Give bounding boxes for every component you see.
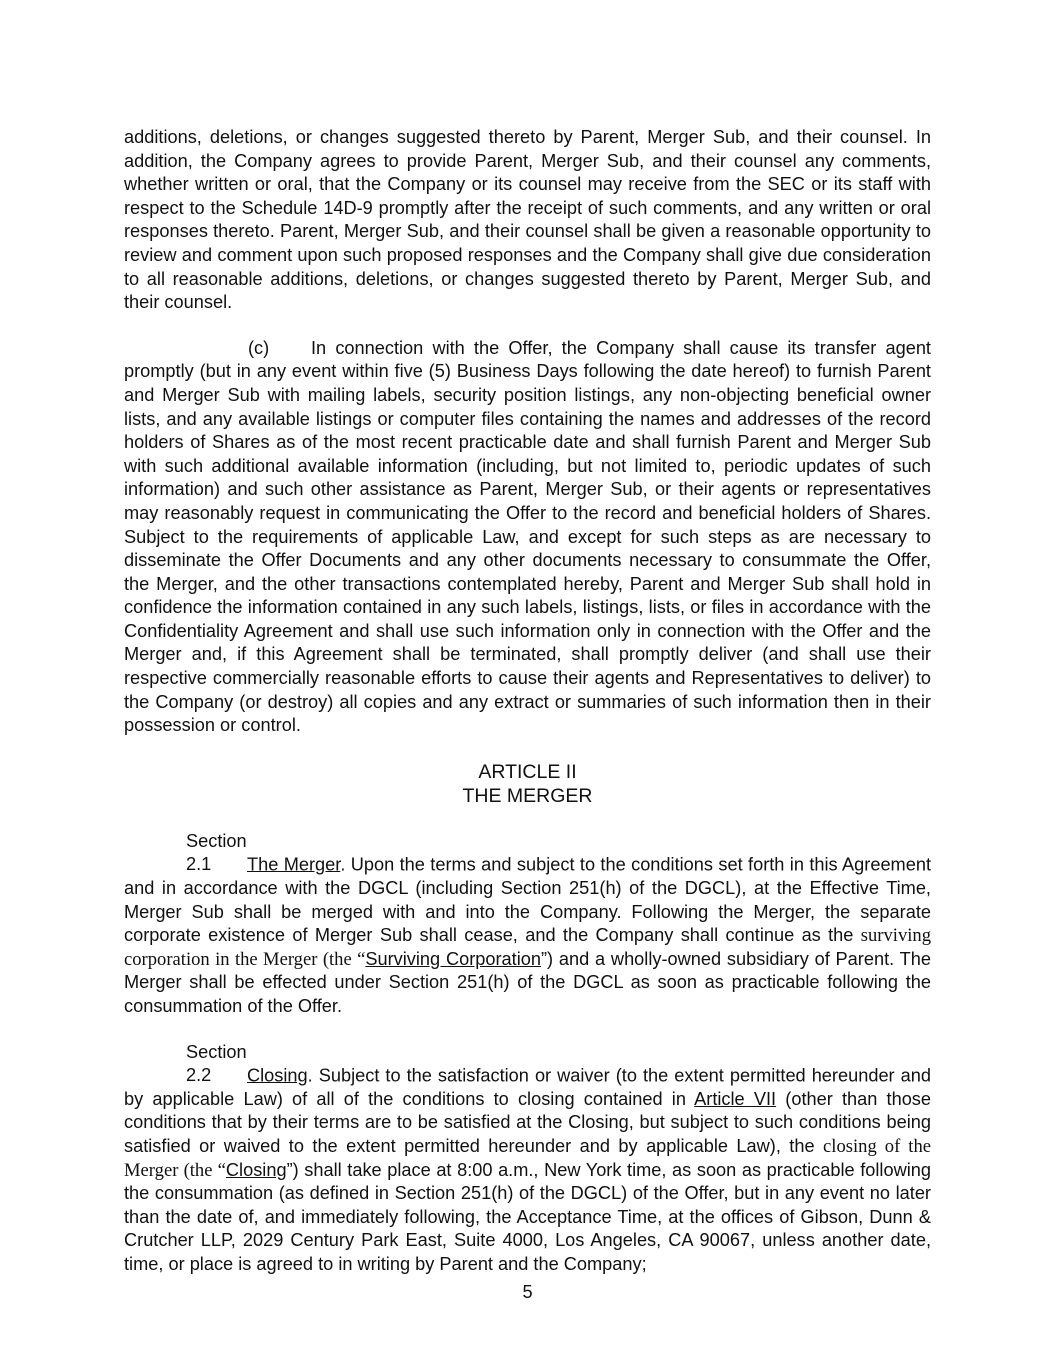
section-text: (other than those conditions that by their terms are to be satisfied at the Closing, but subject to such conditions being satisfied or waived to the extent permitted hereunder and by applicable Law), the bbox=[124, 1088, 932, 1156]
defined-term: Closing bbox=[225, 1159, 287, 1180]
paragraph-text: additions, deletions, or changes suggested thereto by Parent, Merger Sub, and their counsel. In addition, the Company agrees to provide Parent, Merger Sub, and their counsel any comments, whether written or oral, that the Company or its counsel may receive from the SEC or its staff with respect to the Schedule 14D-9 promptly after the receipt of such comments, and any written or oral responses thereto. Parent, Merger Sub, and their counsel shall be given a reasonable opportunity to review and comment upon such proposed responses and the Company shall give due consideration to all reasonable additions, deletions, or changes suggested thereto by Parent, Merger Sub, and their counsel. bbox=[124, 127, 931, 313]
paragraph-gap bbox=[124, 808, 931, 830]
section-label: Section 2.2 bbox=[186, 1041, 247, 1086]
paragraph-gap bbox=[124, 1019, 931, 1041]
document-page bbox=[124, 126, 931, 1277]
section-label: Section 2.1 bbox=[186, 830, 247, 875]
section-heading: Closing bbox=[247, 1065, 308, 1086]
article-title: THE MERGER bbox=[462, 784, 593, 807]
paragraph-gap bbox=[124, 738, 931, 760]
section-text-serif: closing of the Merger (the “ bbox=[124, 1135, 931, 1181]
paragraph-text: In connection with the Offer, the Company shall cause its transfer agent promptly (but in any event within five (5) Business Days following the date hereof) to furnish Parent and Merger Sub with mailing labels, security position listings, any non-objecting beneficial owner lists, and any available listings or computer files containing the names and addresses of the record holders of Shares as of the most recent practicable date and shall furnish Parent and Merger Sub with such additional available information (including, but not limited to, periodic updates of such information) and such other assistance as Parent, Merger Sub, or their agents or representatives may reasonably request in communicating the Offer to the record and beneficial holders of Shares. Subject to the requirements of applicable Law, and except for such steps as are necessary to disseminate the Offer Documents and any other documents necessary to consummate the Offer, the Merger, and the other transactions contemplated hereby, Parent and Merger Sub shall hold in confidence the information contained in any such labels, listings, lists, or files in accordance with the Confidentiality Agreement and shall use such information only in connection with the Offer and the Merger and, if this Agreement shall be terminated, shall promptly deliver (and shall use their respective commercially reasonable efforts to cause their agents and Representatives to deliver) to the Company (or destroy) all copies and any extract or summaries of such information then in their possession or control. bbox=[124, 337, 931, 736]
section-heading: The Merger bbox=[247, 854, 341, 875]
paragraph-gap bbox=[124, 315, 931, 337]
article-reference: Article VII bbox=[694, 1088, 777, 1109]
article-heading bbox=[124, 760, 931, 808]
section-text: . Subject to the satisfaction or waiver (to the extent permitted hereunder and by applicable Law) of all of the conditions to closing contained in bbox=[124, 1065, 931, 1109]
paragraph-continuation bbox=[124, 126, 931, 315]
paragraph-label: (c) bbox=[248, 337, 270, 358]
paragraph-c bbox=[124, 337, 931, 738]
section-text-serif: surviving corporation in the Merger (the “ bbox=[124, 925, 931, 970]
section-text: ”) and a wholly-owned subsidiary of Parent. The Merger shall be effected under Section 251(h) of the DGCL as soon as practicable following the consummation of the Offer. bbox=[124, 948, 931, 1016]
section-2-1 bbox=[124, 830, 931, 1019]
section-text: ”) shall take place at 8:00 a.m., New York time, as soon as practicable following the consummation (as defined in Section 251(h) of the DGCL) of the Offer, but in any event no later than the date of, and immediately following, the Acceptance Time, at the offices of Gibson, Dunn & Crutcher LLP, 2029 Century Park East, Suite 4000, Los Angeles, CA 90067, unless another date, time, or place is agreed to in writing by Parent and the Company; bbox=[124, 1159, 931, 1274]
article-number: ARTICLE II bbox=[478, 760, 577, 783]
defined-term: Surviving Corporation bbox=[365, 948, 541, 969]
page-number: 5 bbox=[522, 1282, 533, 1302]
section-text: . Upon the terms and subject to the conditions set forth in this Agreement and in accordance with the DGCL (including Section 251(h) of the DGCL), at the Effective Time, Merger Sub shall be merged with and into the Company. Following the Merger, the separate corporate existence of Merger Sub shall cease, and the Company shall continue as the bbox=[124, 854, 931, 946]
section-2-2 bbox=[124, 1041, 931, 1277]
